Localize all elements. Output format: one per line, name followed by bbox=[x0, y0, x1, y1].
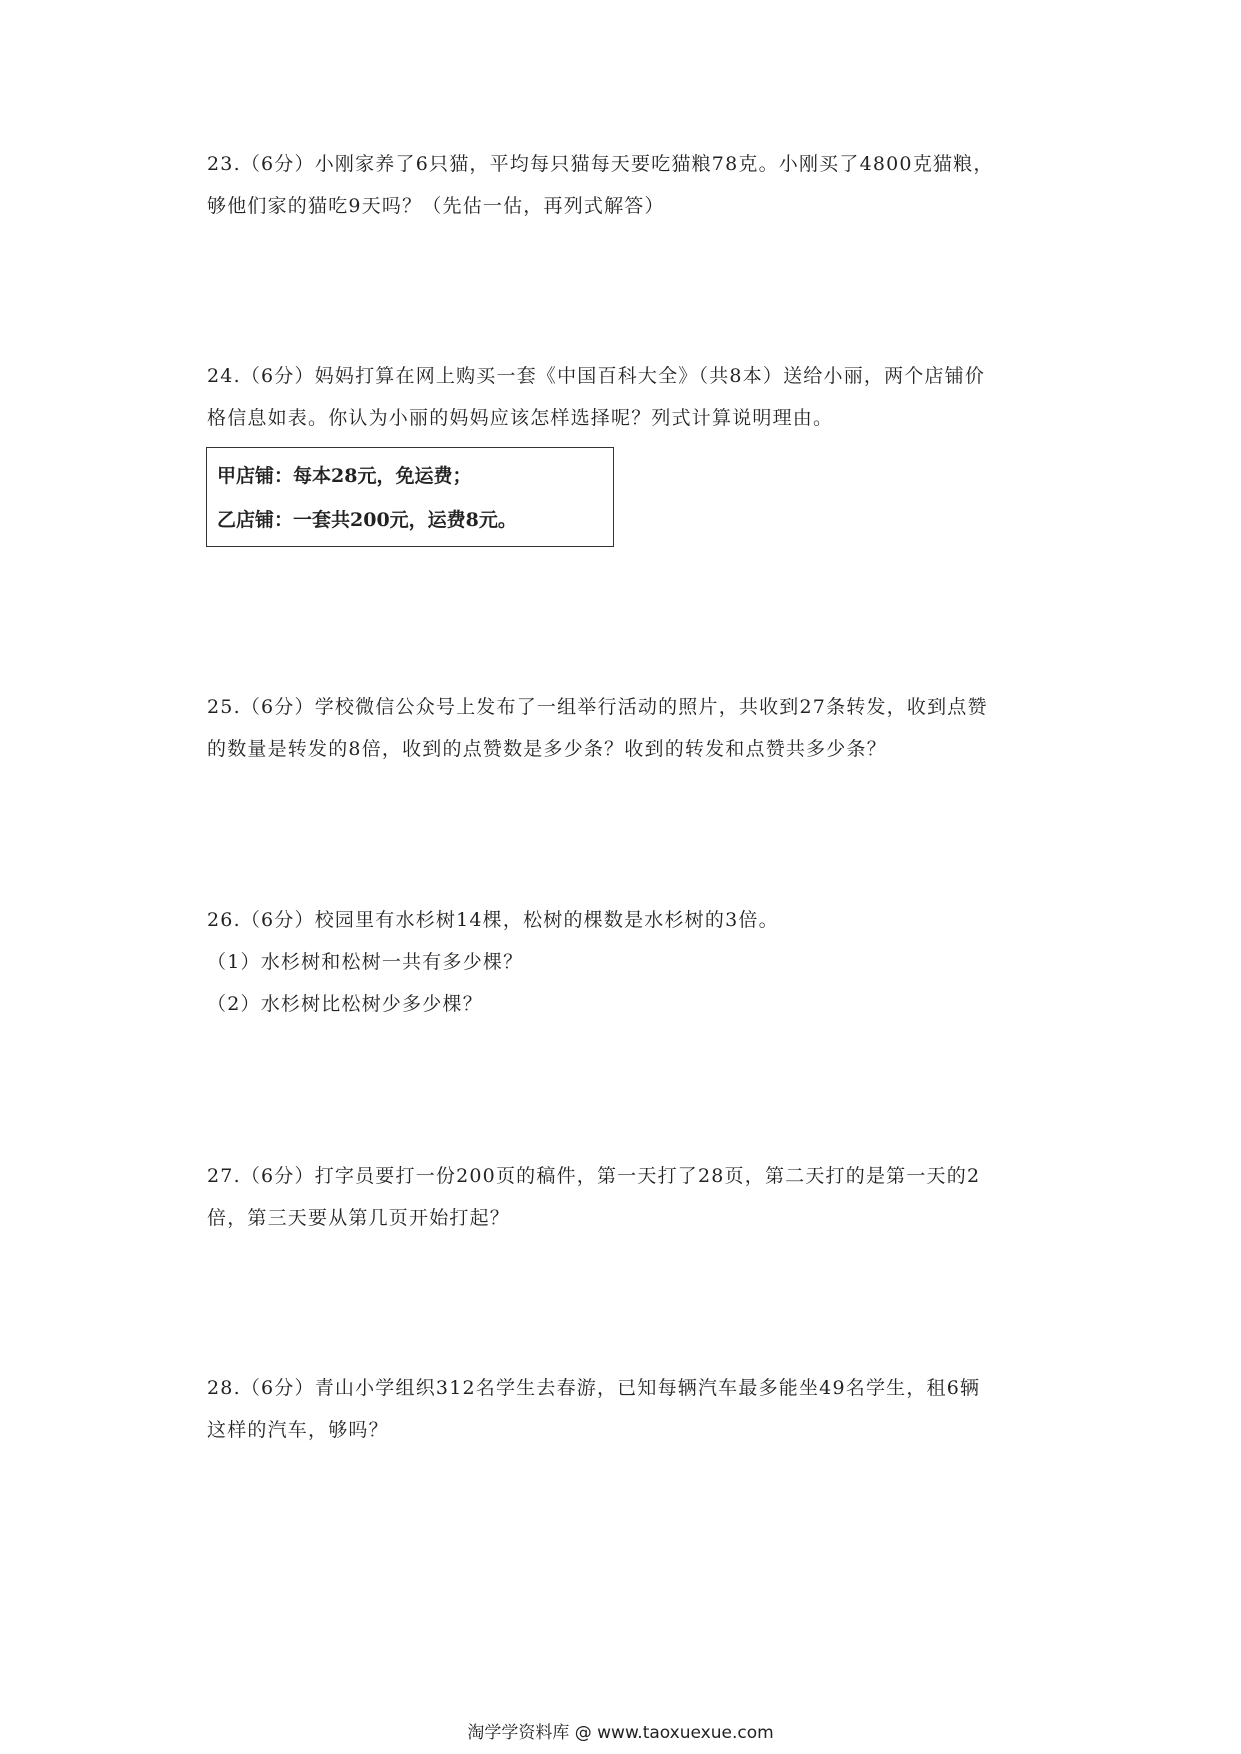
shop-a-price: 甲店铺：每本28元，免运费； bbox=[217, 465, 472, 487]
question-27-line-1: 27.（6分）打字员要打一份200页的稿件，第一天打了28页，第二天打的是第一天的2 bbox=[207, 1165, 981, 1187]
question-24 bbox=[207, 355, 1052, 439]
question-25 bbox=[207, 686, 1052, 770]
question-24-line-1: 24.（6分）妈妈打算在网上购买一套《中国百科大全》（共8本）送给小丽，两个店铺价 bbox=[207, 365, 986, 387]
question-27-line-2: 倍，第三天要从第几页开始打起？ bbox=[207, 1207, 511, 1229]
question-26-sub-2: （2）水杉树比松树少多少棵？ bbox=[207, 993, 483, 1015]
shop-price-table bbox=[206, 447, 614, 547]
question-28 bbox=[207, 1367, 1052, 1451]
question-24-line-2: 格信息如表。你认为小丽的妈妈应该怎样选择呢？列式计算说明理由。 bbox=[207, 407, 834, 429]
question-27 bbox=[207, 1155, 1052, 1239]
question-23-line-1: 23.（6分）小刚家养了6只猫，平均每只猫每天要吃猫粮78克。小刚买了4800克猫粮， bbox=[207, 153, 994, 175]
question-26-line-1: 26.（6分）校园里有水杉树14棵，松树的棵数是水杉树的3倍。 bbox=[207, 909, 779, 931]
question-28-line-2: 这样的汽车，够吗？ bbox=[207, 1419, 389, 1441]
shop-b-price: 乙店铺：一套共200元，运费8元。 bbox=[217, 509, 517, 531]
question-28-line-1: 28.（6分）青山小学组织312名学生去春游，已知每辆汽车最多能坐49名学生，租6辆 bbox=[207, 1377, 981, 1399]
question-23 bbox=[207, 143, 1052, 227]
question-26 bbox=[207, 899, 1052, 1025]
footer-watermark: 淘学学资料库 @ www.taoxuexue.com bbox=[467, 1723, 774, 1743]
question-23-line-2: 够他们家的猫吃9天吗？（先估一估，再列式解答） bbox=[207, 195, 665, 217]
question-26-sub-1: （1）水杉树和松树一共有多少棵？ bbox=[207, 951, 524, 973]
question-25-line-2: 的数量是转发的8倍，收到的点赞数是多少条？收到的转发和点赞共多少条？ bbox=[207, 738, 887, 760]
question-25-line-1: 25.（6分）学校微信公众号上发布了一组举行活动的照片，共收到27条转发，收到点赞 bbox=[207, 696, 988, 718]
